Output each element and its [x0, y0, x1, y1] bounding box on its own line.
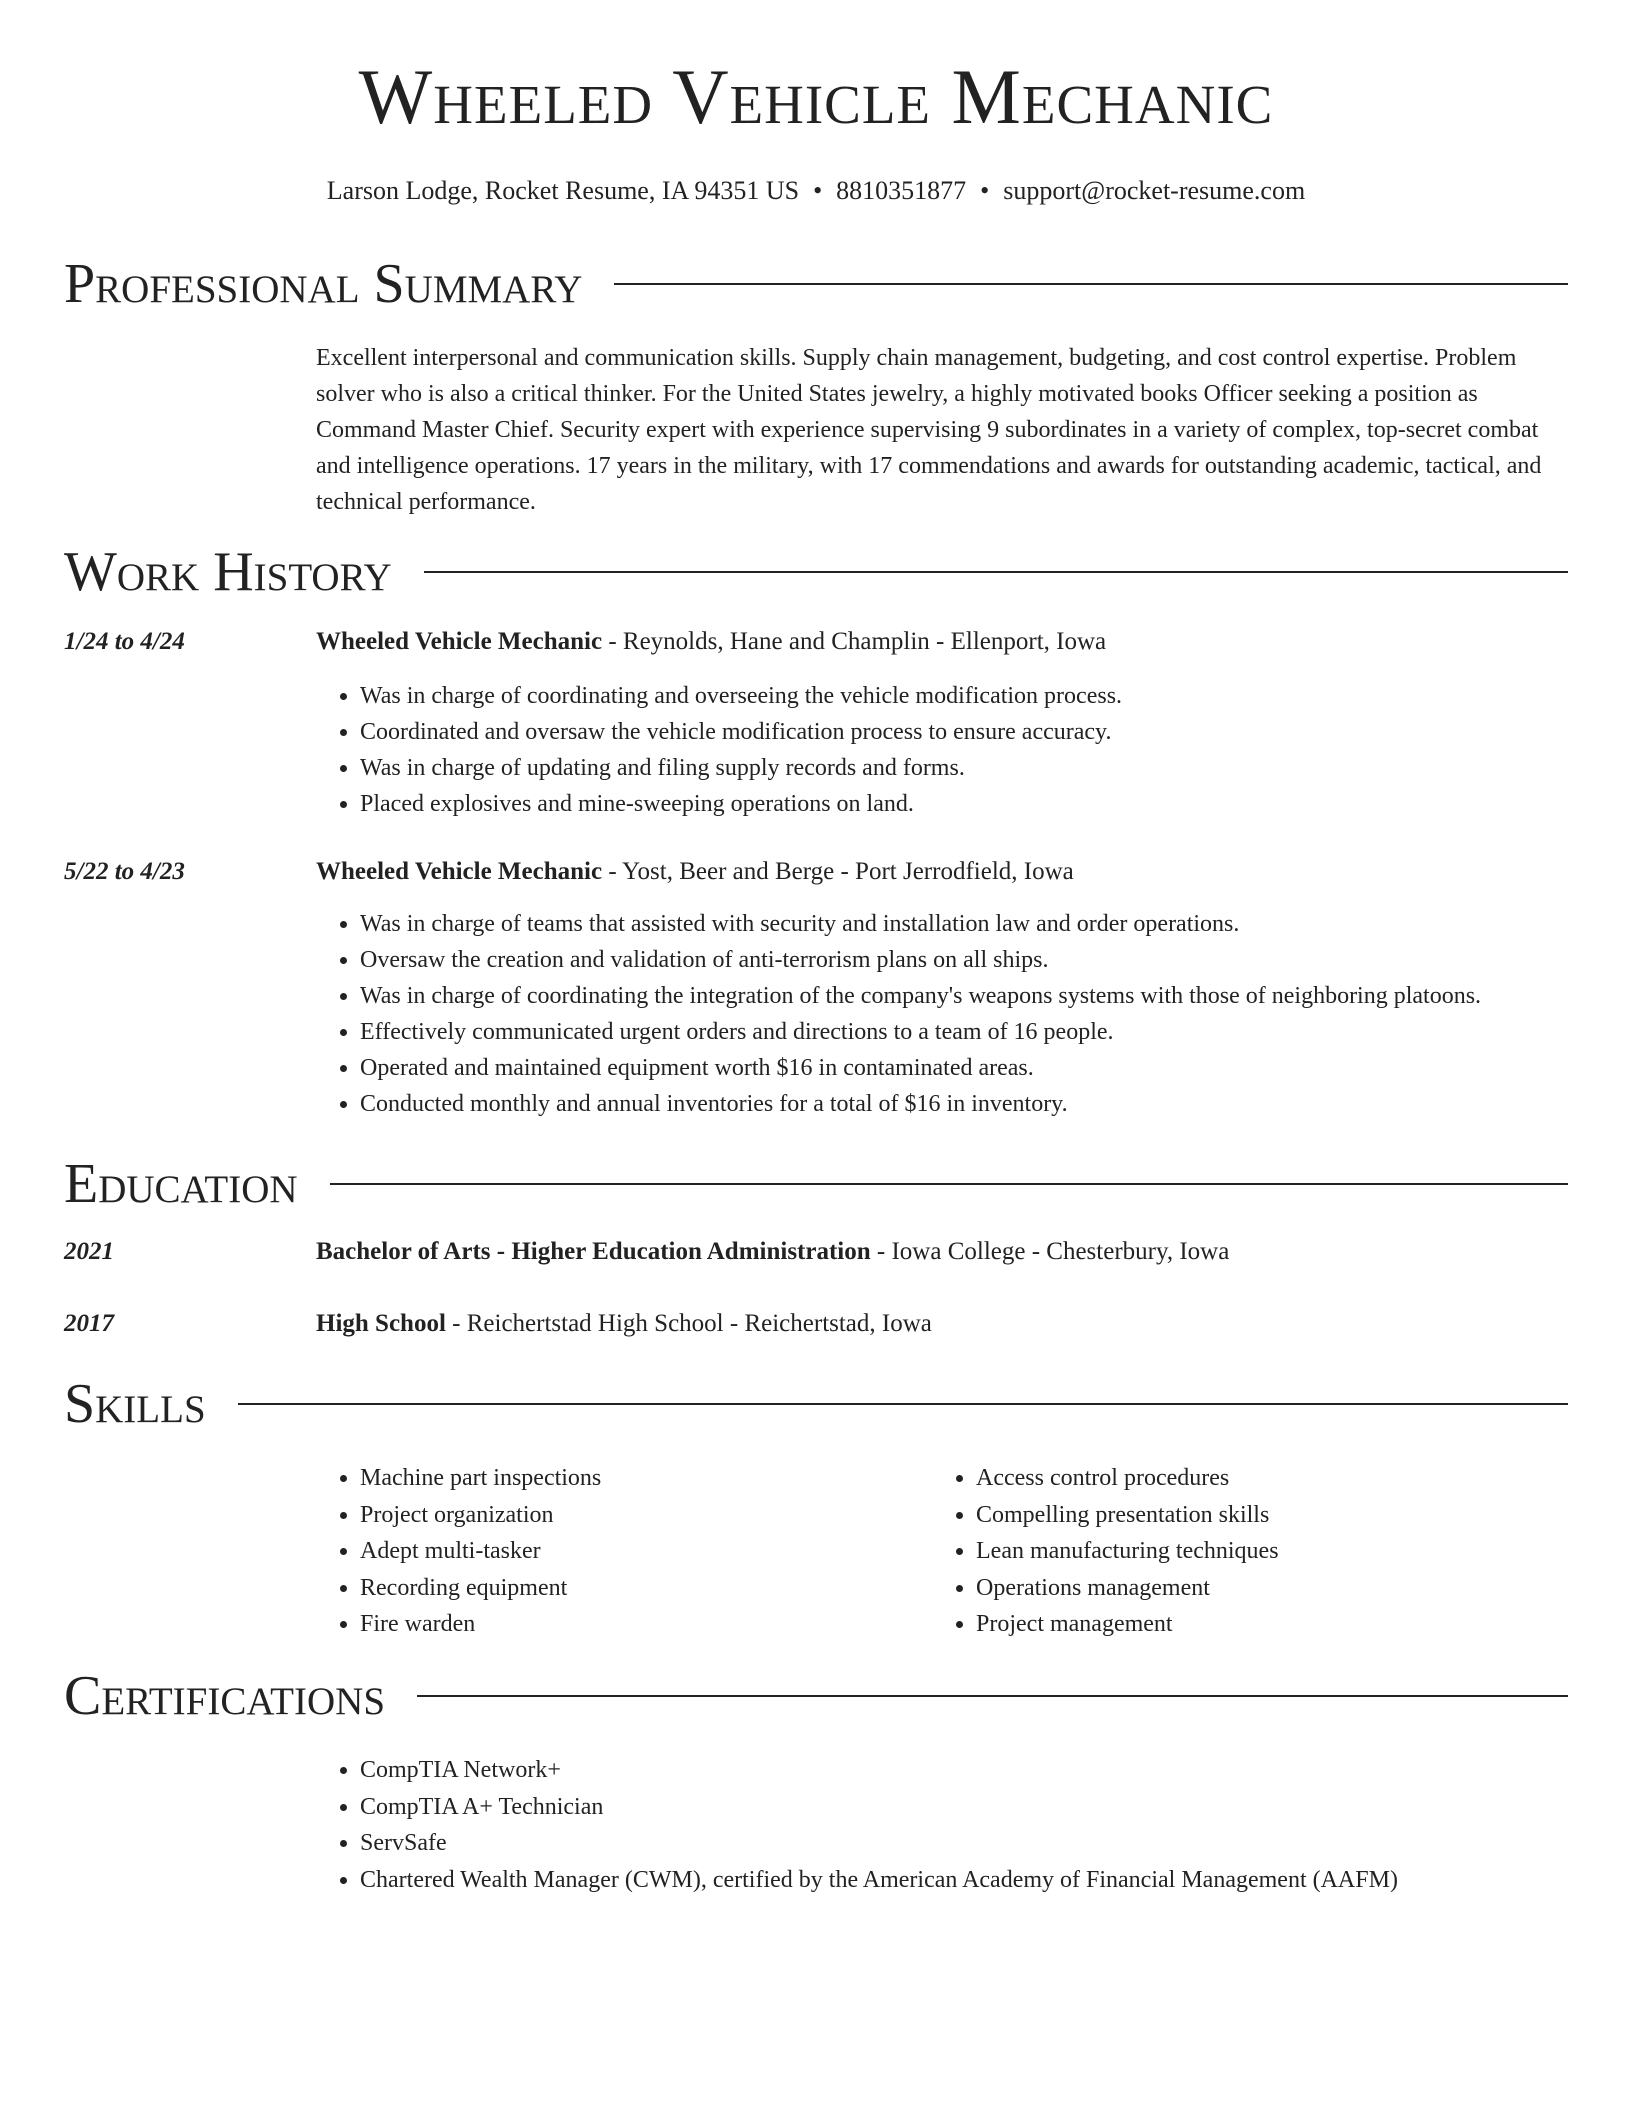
education-school-location: - Reichertstad High School - Reichertstad, Iowa [445, 1310, 932, 1337]
list-item: • Project organization [360, 1497, 920, 1534]
certifications-section-header [64, 1664, 1568, 1728]
job-role: Wheeled Vehicle Mechanic [316, 628, 603, 655]
education-degree: Bachelor of Arts - Higher Education Administration [316, 1238, 871, 1265]
certifications-section-title: Certifications [64, 1665, 386, 1727]
contact-separator: • [813, 176, 823, 205]
list-item: • Placed explosives and mine-sweeping operations on land. [360, 786, 1568, 822]
list-item: • Coordinated and oversaw the vehicle modification process to ensure accuracy. [360, 714, 1568, 750]
education-year: 2021 [64, 1238, 114, 1265]
job-title-line [316, 856, 1568, 888]
list-item: • Machine part inspections [360, 1460, 920, 1497]
list-item: • Lean manufacturing techniques [976, 1533, 1576, 1570]
list-item: • Was in charge of coordinating the integration of the company's weapons systems with those of neighboring platoons. [360, 978, 1568, 1014]
job-date: 5/22 to 4/23 [64, 858, 185, 885]
job-role: Wheeled Vehicle Mechanic [316, 858, 603, 885]
job-employer-location: - Reynolds, Hane and Champlin - Ellenport, Iowa [602, 628, 1107, 655]
list-item: • Conducted monthly and annual inventories for a total of $16 in inventory. [360, 1086, 1568, 1122]
list-item: • Project management [976, 1606, 1576, 1643]
contact-address: Larson Lodge, Rocket Resume, IA 94351 US [326, 176, 800, 205]
contact-phone: 8810351877 [836, 176, 967, 205]
list-item: • Adept multi-tasker [360, 1533, 920, 1570]
list-item: • Operated and maintained equipment worth $16 in contaminated areas. [360, 1050, 1568, 1086]
section-divider [424, 571, 1568, 573]
list-item: • Was in charge of coordinating and overseeing the vehicle modification process. [360, 678, 1568, 714]
job-employer-location: - Yost, Beer and Berge - Port Jerrodfield, Iowa [602, 858, 1074, 885]
section-divider [238, 1403, 1568, 1405]
list-item: • Oversaw the creation and validation of anti-terrorism plans on all ships. [360, 942, 1568, 978]
list-item: • CompTIA A+ Technician [360, 1789, 1600, 1826]
list-item: • Chartered Wealth Manager (CWM), certified by the American Academy of Financial Management (AAFM) [360, 1862, 1600, 1899]
education-line [316, 1236, 1568, 1268]
summary-section-title: Professional Summary [64, 253, 583, 315]
list-item: • Fire warden [360, 1606, 920, 1643]
education-section-title: Education [64, 1153, 298, 1215]
education-year: 2017 [64, 1310, 114, 1337]
skills-section-title: Skills [64, 1373, 206, 1435]
summary-section-header [64, 252, 1568, 316]
skills-section-header [64, 1372, 1568, 1436]
section-divider [614, 283, 1568, 285]
summary-text: Excellent interpersonal and communication skills. Supply chain management, budgeting, and cost control expertise. Problem solver who is also a critical thinker. For the United States jewelry, a highly motivated books Officer seeking a position as Command Master Chief. Security expert with experience supervising 9 subordinates in a variety of complex, top-secret combat and intelligence operations. 17 years in the military, with 17 commendations and awards for outstanding academic, tactical, and technical performance. [316, 345, 1542, 515]
resume-name-heading: Wheeled Vehicle Mechanic [358, 53, 1274, 140]
job-bullet-list [316, 678, 1568, 822]
list-item: • ServSafe [360, 1825, 1600, 1862]
education-line [316, 1308, 1568, 1340]
section-divider [330, 1183, 1568, 1185]
job-title-line [316, 626, 1568, 658]
job-date: 1/24 to 4/24 [64, 628, 185, 655]
contact-email: support@rocket-resume.com [1003, 176, 1306, 205]
list-item: • Effectively communicated urgent orders and directions to a team of 16 people. [360, 1014, 1568, 1050]
contact-line [0, 176, 1632, 206]
section-divider [417, 1695, 1568, 1697]
list-item: • CompTIA Network+ [360, 1752, 1600, 1789]
skills-list-right [932, 1460, 1576, 1643]
education-school-location: - Iowa College - Chesterbury, Iowa [870, 1238, 1230, 1265]
list-item: • Was in charge of updating and filing supply records and forms. [360, 750, 1568, 786]
education-section-header [64, 1152, 1568, 1216]
contact-separator: • [980, 176, 990, 205]
work-section-title: Work History [64, 541, 392, 603]
skills-list-left [316, 1460, 920, 1643]
list-item: • Was in charge of teams that assisted with security and installation law and order operations. [360, 906, 1568, 942]
work-section-header [64, 540, 1568, 604]
list-item: • Recording equipment [360, 1570, 920, 1607]
list-item: • Operations management [976, 1570, 1576, 1607]
list-item: • Compelling presentation skills [976, 1497, 1576, 1534]
list-item: • Access control procedures [976, 1460, 1576, 1497]
certifications-list [316, 1752, 1600, 1898]
education-degree: High School [316, 1310, 446, 1337]
job-bullet-list [316, 906, 1568, 1122]
